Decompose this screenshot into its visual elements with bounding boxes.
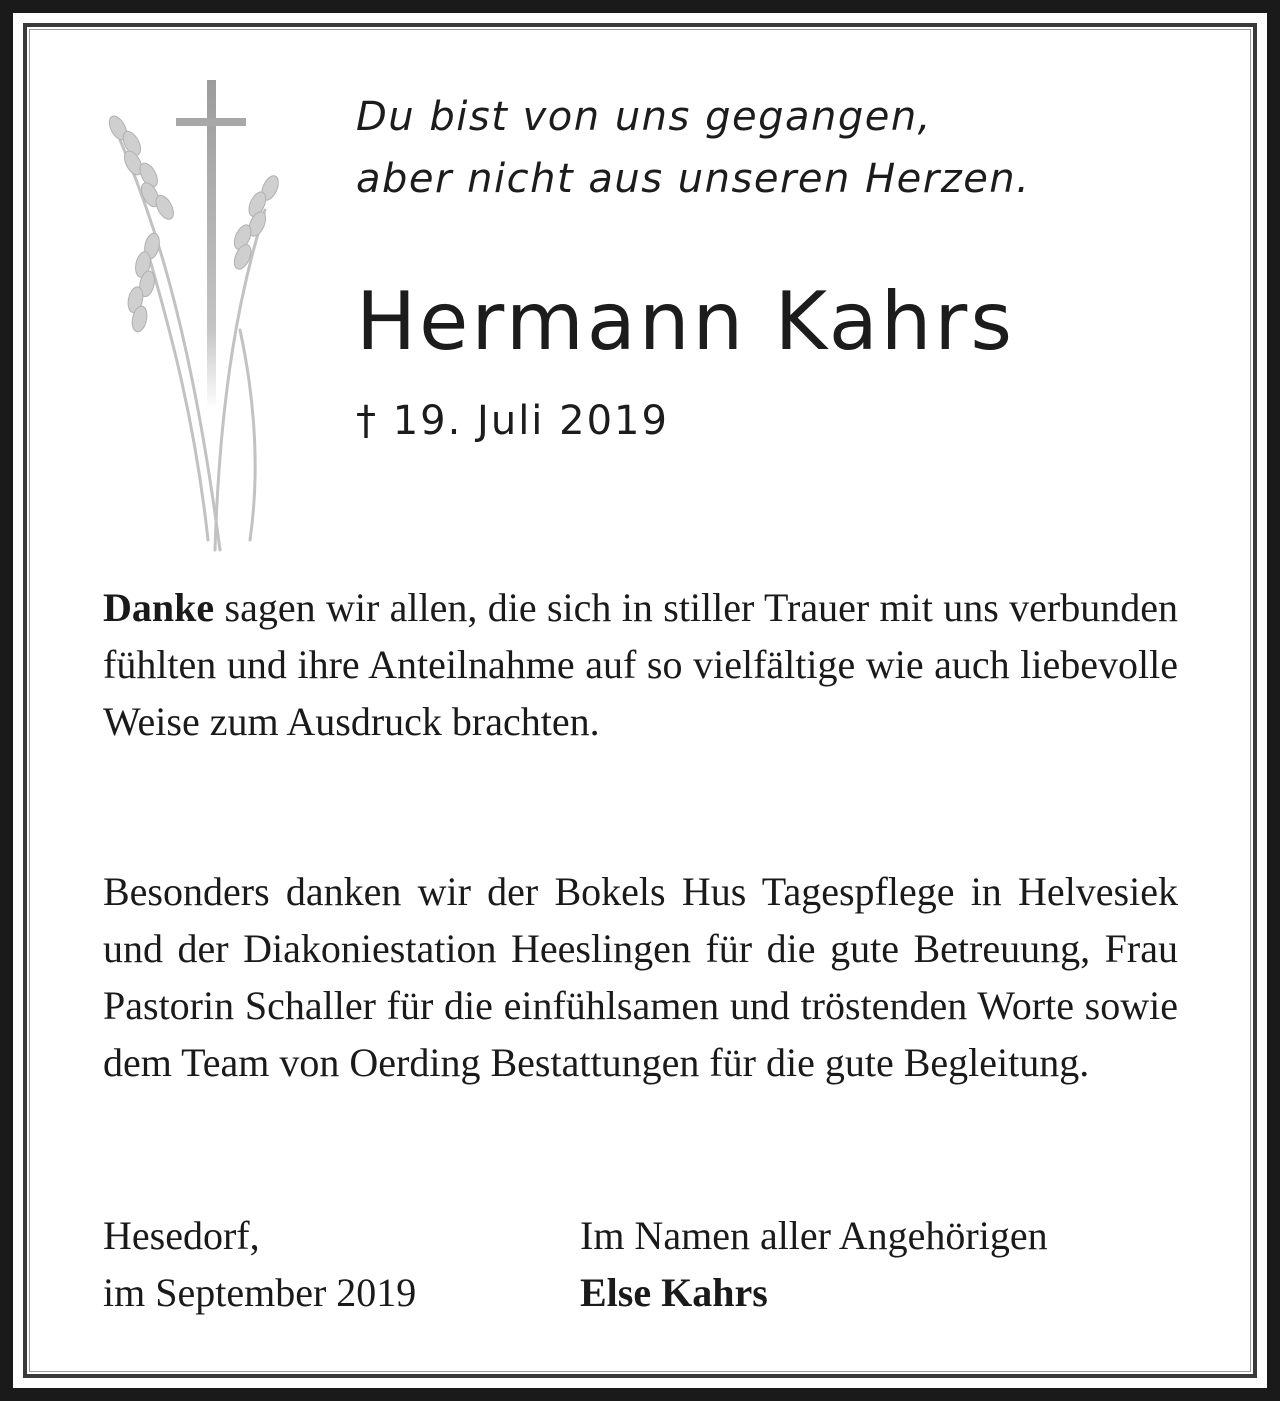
closing-place-date — [103, 1207, 416, 1321]
thanks-text: sagen wir allen, die sich in stiller Trauer mit uns verbunden fühlten und ihre Anteilnahme auf so vielfältige wie auch liebevolle Weise zum Ausdruck brachten. — [103, 585, 1178, 744]
motto-line-2: aber nicht aus unseren Herzen. — [356, 156, 1031, 202]
signatory: Else Kahrs — [580, 1270, 768, 1315]
deceased-name: Hermann Kahrs — [356, 275, 1015, 368]
date-line: im September 2019 — [103, 1270, 417, 1315]
date-of-death: † 19. Juli 2019 — [356, 398, 669, 444]
special-thanks-paragraph: Besonders danken wir der Bokels Hus Tagespflege in Helvesiek und der Diakoniestation Heeslingen für die gute Betreuung, Frau Pastorin Schaller für die einfühlsamen und tröstenden Worte sowie dem Team von Oerding Bestattungen für die gute Begleitung. — [103, 869, 1178, 1085]
thanks-bold-word: Danke — [103, 585, 215, 630]
motto — [356, 86, 1030, 210]
closing-signature — [580, 1207, 1048, 1321]
cross-with-wheat-icon — [90, 70, 290, 560]
place: Hesedorf, — [103, 1213, 260, 1258]
motto-line-1: Du bist von uns gegangen, — [356, 94, 932, 140]
thanks-paragraph — [103, 579, 1178, 750]
on-behalf-line: Im Namen aller Angehörigen — [580, 1213, 1048, 1258]
